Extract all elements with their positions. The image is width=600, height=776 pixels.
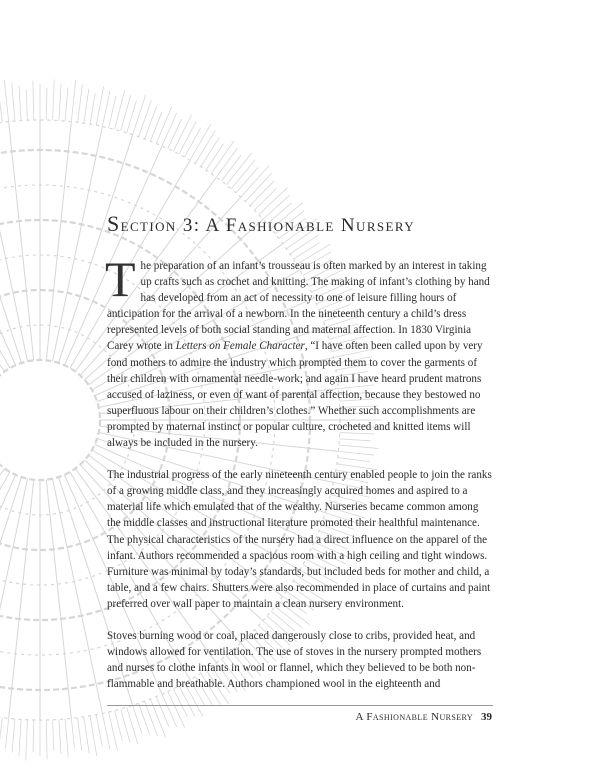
section-title-initial: S <box>107 211 121 236</box>
drop-cap: T <box>105 251 136 307</box>
paragraph-1-text-a: he preparation of an infant’s trousseau is often marked by an interest in taking up crafts such as crochet and knitting. The making of infant’s clothing by hand has developed from an act of necessity to one of leisure filling hours of anticipation for the arrival of a newborn. In the nineteenth century a child’s dress represented levels of both social standing and maternal affection. In 1830 Virginia Carey wrote in <box>107 260 490 353</box>
running-head: A Fashionable Nursery <box>355 711 473 723</box>
paragraph-2: The industrial progress of the early nineteenth century enabled people to join the ranks of a growing middle class, and they increasingly acquired homes and aspired to a material life which emulated that of the wealthy. Nurseries became common among the middle classes and instructional literature promoted their healthful maintenance. The physical characteristics of the nursery had a direct influence on the apparel of the infant. Authors recommended a spacious room with a high ceiling and tight windows. Furniture was minimal by today’s standards, but included beds for mother and child, a table, and a few chairs. Shutters were also recommended in place of curtains and paint preferred over wall paper to maintain a clean nursery environment. <box>107 469 492 610</box>
book-title: Letters on Female Character <box>175 340 305 353</box>
paragraph-1-text-b: , “I have often been called upon by very fond mothers to admire the industry which prompted them to cover the garments of their children with ornamental needle-work; and again I have heard prudent matrons accused of laziness, or even of want of parental affection, because they bestowed no superfluous labour on their children’s clothes.” Whether such accomplishments are prompted by maternal instinct or popular culture, crocheted and knitted items will always be included in the nursery. <box>107 340 483 450</box>
section-title <box>107 211 415 237</box>
body-text <box>105 251 493 692</box>
paragraph-3: Stoves burning wood or coal, placed dangerously close to cribs, provided heat, and windows allowed for ventilation. The use of stoves in the nursery prompted mothers and nurses to clothe infants in wool or flannel, which they believed to be both non-flammable and breathable. Authors championed wool in the eighteenth and <box>107 629 482 691</box>
page-footer <box>355 711 492 723</box>
paragraph-1 <box>105 251 493 451</box>
page-number: 39 <box>481 711 492 723</box>
section-title-text: ection 3: A Fashionable Nursery <box>120 215 416 236</box>
footer-divider <box>107 705 493 706</box>
